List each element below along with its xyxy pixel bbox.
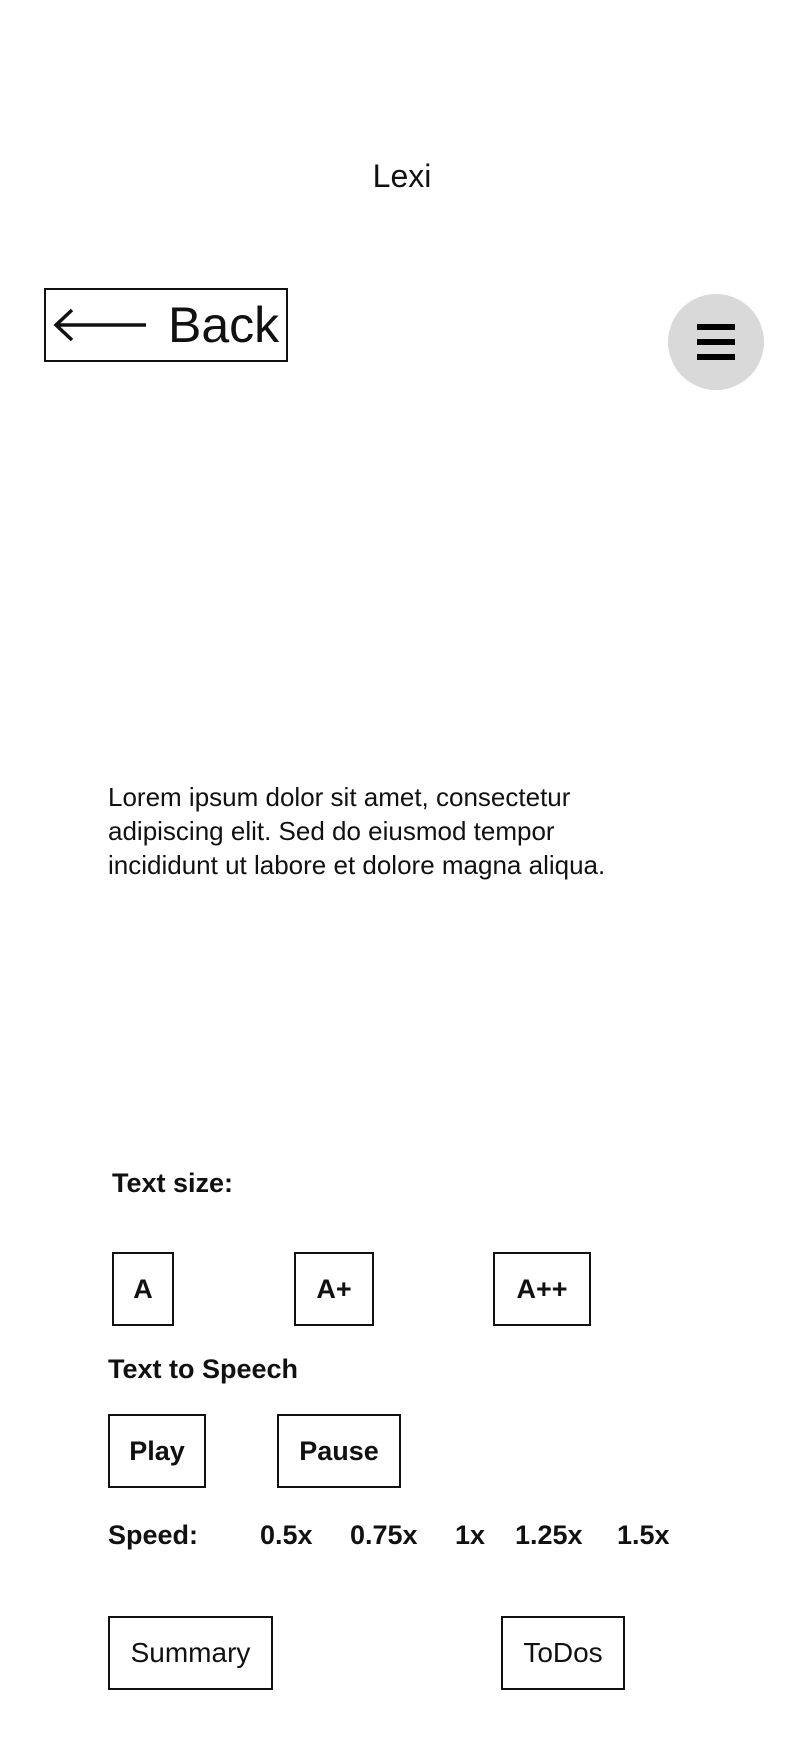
- reading-text: Lorem ipsum dolor sit amet, consectetur adipiscing elit. Sed do eiusmod tempor incididunt ut labore et dolore magna aliqua.: [108, 782, 606, 880]
- text-size-label: Text size:: [112, 1168, 234, 1198]
- text-size-normal-button[interactable]: A: [112, 1252, 174, 1326]
- speed-option-0-75x[interactable]: 0.75x: [350, 1520, 418, 1550]
- speed-option-0-5x[interactable]: 0.5x: [260, 1520, 313, 1550]
- speed-option-1-5x[interactable]: 1.5x: [617, 1520, 670, 1550]
- todos-button[interactable]: ToDos: [501, 1616, 625, 1690]
- summary-button[interactable]: Summary: [108, 1616, 273, 1690]
- menu-button[interactable]: [668, 294, 764, 390]
- arrow-left-icon: [52, 307, 148, 343]
- text-to-speech-label: Text to Speech: [108, 1354, 299, 1384]
- play-button[interactable]: Play: [108, 1414, 206, 1488]
- app-title: Lexi: [372, 158, 432, 194]
- text-size-large-button[interactable]: A+: [294, 1252, 374, 1326]
- back-button[interactable]: [44, 288, 288, 362]
- speed-option-1x[interactable]: 1x: [455, 1520, 486, 1550]
- back-button-label: Back: [168, 297, 280, 353]
- pause-button[interactable]: Pause: [277, 1414, 401, 1488]
- speed-label: Speed:: [108, 1520, 199, 1550]
- speed-option-1-25x[interactable]: 1.25x: [515, 1520, 583, 1550]
- text-size-xlarge-button[interactable]: A++: [493, 1252, 591, 1326]
